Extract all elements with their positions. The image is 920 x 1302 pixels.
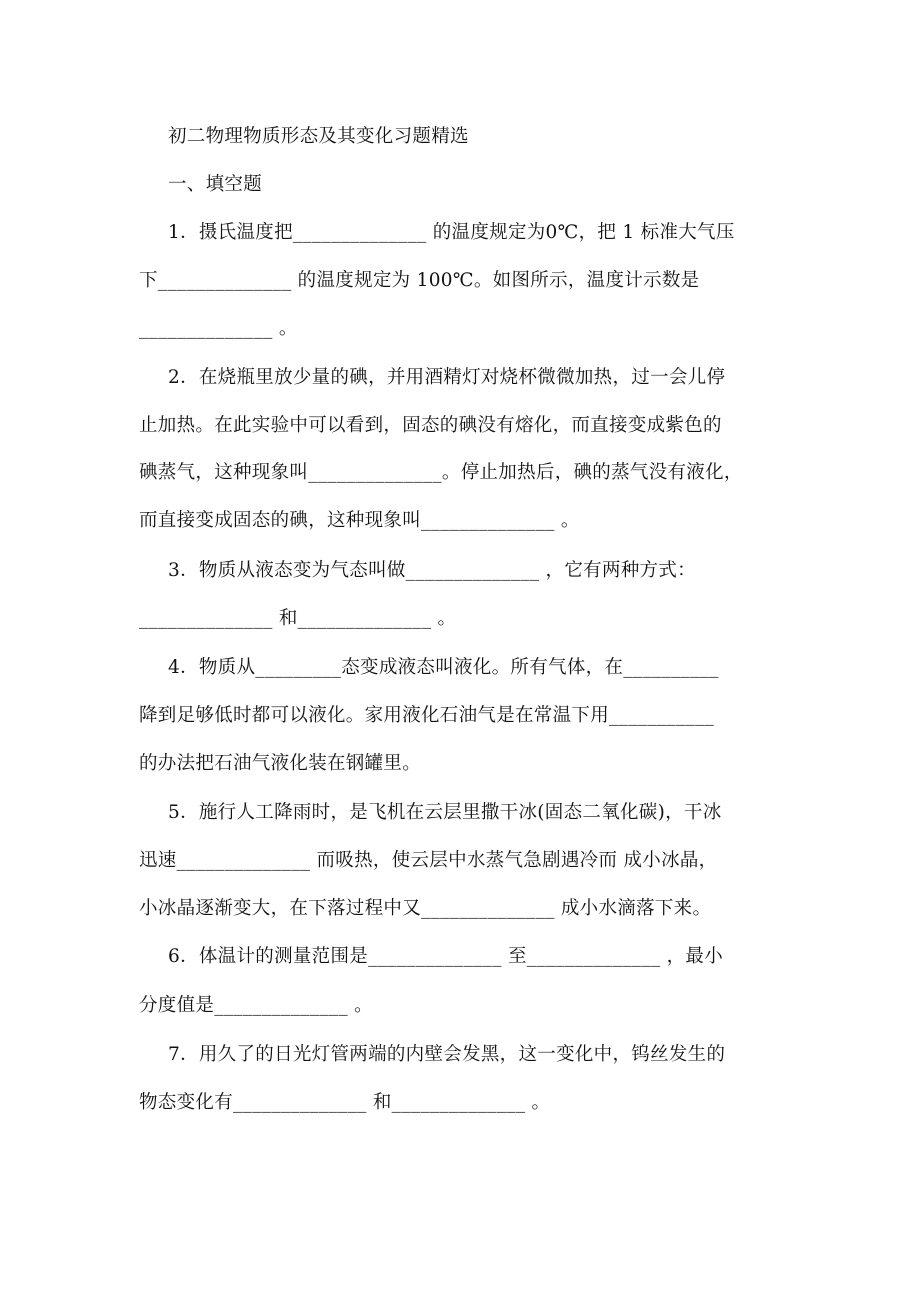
question-6-line-1: 6．体温计的测量范围是______________ 至______________ ，最小 — [168, 946, 724, 967]
question-2-line-3: 碘蒸气，这种现象叫______________。停止加热后，碘的蒸气没有液化， — [139, 462, 743, 483]
section-heading: 一、填空题 — [168, 174, 263, 195]
question-4-line-1: 4．物质从_________态变成液态叫液化。所有气体，在__________ — [168, 657, 719, 678]
question-4-line-3: 的办法把石油气液化装在钢罐里。 — [139, 753, 422, 774]
question-3-line-1: 3．物质从液态变为气态叫做______________ ，它有两种方式： — [168, 560, 696, 581]
question-1-line-1: 1．摄氏温度把______________ 的温度规定为0℃，把 1 标准大气压 — [168, 222, 735, 243]
question-2-line-1: 2．在烧瓶里放少量的碘，并用酒精灯对烧杯微微加热，过一会儿停 — [168, 367, 726, 388]
question-4-line-2: 降到足够低时都可以液化。家用液化石油气是在常温下用___________ — [139, 705, 715, 726]
question-3-line-2: ______________ 和______________ 。 — [139, 608, 457, 629]
question-2-line-4: 而直接变成固态的碘，这种现象叫______________ 。 — [139, 510, 580, 531]
question-5-line-3: 小冰晶逐渐变大，在下落过程中又______________ 成小水滴落下来。 — [139, 898, 712, 919]
question-2-line-2: 止加热。在此实验中可以看到，固态的碘没有熔化，而直接变成紫色的 — [139, 415, 722, 436]
question-5-line-2: 迅速______________ 而吸热，使云层中水蒸气急剧遇冷而 成小冰晶， — [139, 850, 718, 871]
question-7-line-1: 7．用久了的日光灯管两端的内壁会发黑，这一变化中，钨丝发生的 — [168, 1044, 726, 1065]
question-1-line-3: ______________ 。 — [139, 318, 298, 339]
question-7-line-2: 物态变化有______________ 和______________ 。 — [139, 1092, 551, 1113]
question-1-line-2: 下______________ 的温度规定为 100℃。如图所示，温度计示数是 — [139, 270, 700, 291]
question-6-line-2: 分度值是______________ 。 — [139, 995, 373, 1016]
document-title: 初二物理物质形态及其变化习题精选 — [168, 126, 469, 147]
question-5-line-1: 5．施行人工降雨时，是飞机在云层里撒干冰(固态二氧化碳)，干冰 — [168, 802, 722, 823]
